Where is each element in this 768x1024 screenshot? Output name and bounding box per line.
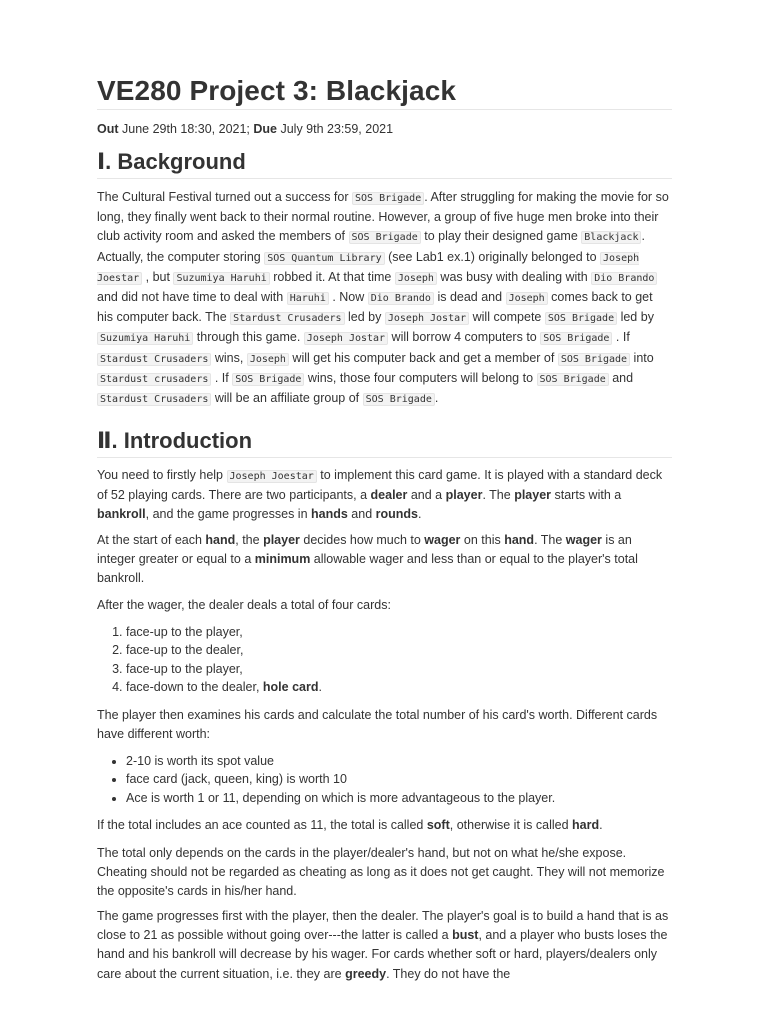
worth-list — [97, 752, 555, 807]
list-item: • face card (jack, queen, king) is worth 10 — [126, 770, 555, 788]
out-label: Out — [97, 122, 119, 136]
dates-line — [97, 121, 393, 138]
intro-paragraph-6: The total only depends on the cards in the player/dealer's hand, but not on what he/she expose. Cheating should not be regarded as cheating as long as it does not get caught. They will not memorize the opposite's cards in his/her hand. — [97, 846, 665, 899]
intro-paragraph-3: After the wager, the dealer deals a total of four cards: — [97, 598, 391, 612]
intro-paragraph-2: At the start of each hand, the player decides how much to wager on this hand. The wager is an integer greater or equal to a minimum allowable wager and less than or equal to the player's total bankroll. — [97, 533, 638, 586]
due-label: Due — [253, 122, 277, 136]
list-item: 2. face-up to the dealer, — [126, 641, 322, 659]
out-date: June 29th 18:30, 2021; — [118, 122, 254, 136]
deal-list — [97, 623, 322, 696]
intro-paragraph-5: If the total includes an ace counted as 11, the total is called soft, otherwise it is called hard. — [97, 818, 603, 832]
page-title: VE280 Project 3: Blackjack — [97, 72, 672, 110]
list-item: 1. face-up to the player, — [126, 623, 322, 641]
intro-paragraph-1: You need to firstly help Joseph Joestar to implement this card game. It is played with a standard deck of 52 playing cards. There are two participants, a dealer and a player. The player starts with a bankroll, and the game progresses in hands and rounds. — [97, 468, 663, 522]
list-item: • Ace is worth 1 or 11, depending on which is more advantageous to the player. — [126, 789, 555, 807]
intro-paragraph-7: The game progresses first with the player, then the dealer. The player's goal is to build a hand that is as close to 21 as possible without going over---the latter is called a bust, and a player who busts loses the hand and his bankroll will decrease by his wager. For cards whether soft or hard, players/dealers only care about the current situation, i.e. they are greedy. They do not have the — [97, 909, 669, 981]
intro-paragraph-4: The player then examines his cards and calculate the total number of his card's worth. Different cards have different worth: — [97, 708, 658, 742]
due-date: July 9th 23:59, 2021 — [277, 122, 394, 136]
list-item: 3. face-up to the player, — [126, 660, 322, 678]
background-paragraph: The Cultural Festival turned out a success for SOS Brigade . After struggling for making the movie for so long, they finally went back to their normal routine. However, a group of five huge men broke into their club activity room and asked the members of SOS Brigade to play their designed game Blackjack . Actually, the computer storing SOS Quantum Library (see Lab1 ex.1) originally belonged to Joseph Joestar , but Suzumiya Haruhi robbed it. At that time Joseph was busy with dealing with Dio Brando and did not have time to deal with Haruhi . Now Dio Brando is dead and Joseph comes back to get his computer back. The Stardust Crusaders led by Joseph Jostar will compete SOS Brigade led by Suzumiya Haruhi through this game. Joseph Jostar will borrow 4 computers to SOS Brigade . If Stardust Crusaders wins, Joseph will get his computer back and get a member of SOS Brigade into Stardust crusaders . If SOS Brigade wins, those four computers will belong to SOS Brigade and Stardust Crusaders will be an affiliate group of SOS Brigade . — [97, 190, 669, 406]
section-heading-introduction: Ⅱ. Introduction — [97, 427, 672, 458]
section-heading-background: Ⅰ. Background — [97, 148, 672, 179]
list-item: • 2-10 is worth its spot value — [126, 752, 555, 770]
list-item: 4. face-down to the dealer, hole card. — [126, 678, 322, 696]
